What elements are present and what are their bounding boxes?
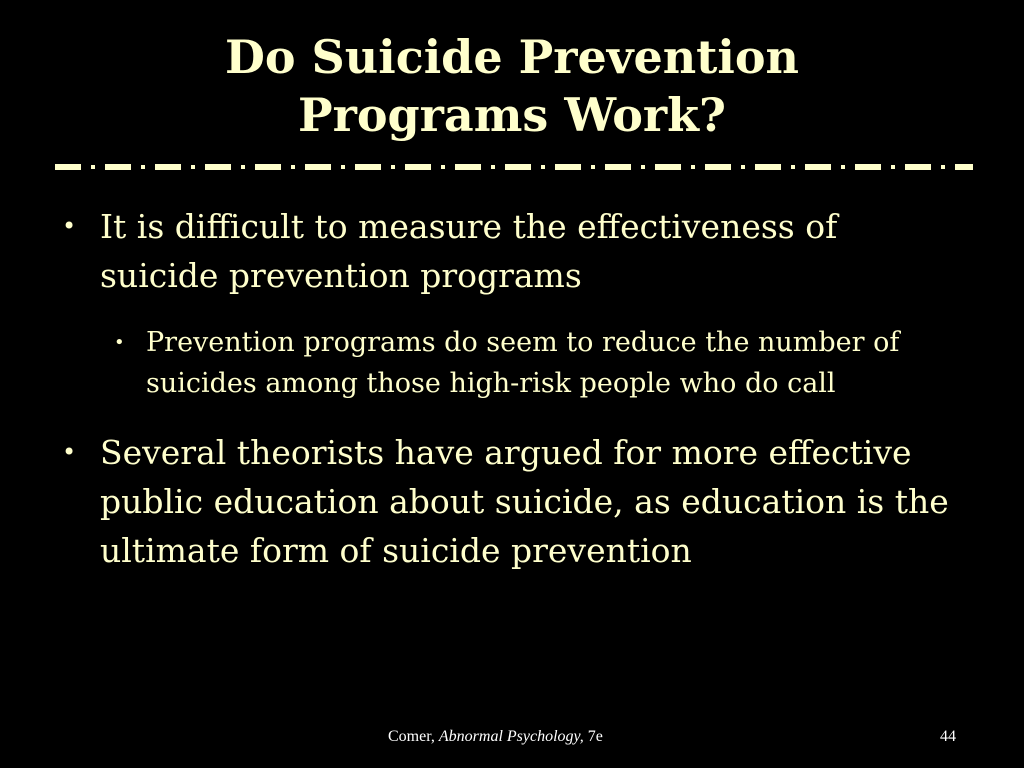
divider-dash	[805, 164, 831, 170]
divider-dot	[691, 165, 695, 169]
divider-dot	[291, 165, 295, 169]
divider-dash	[355, 164, 381, 170]
title-divider	[55, 164, 973, 170]
divider-dot	[941, 165, 945, 169]
footer-author: Comer,	[388, 728, 435, 745]
divider-dot	[841, 165, 845, 169]
divider-dash	[155, 164, 181, 170]
divider-dot	[891, 165, 895, 169]
divider-dash	[305, 164, 331, 170]
divider-dash	[705, 164, 731, 170]
divider-dot	[541, 165, 545, 169]
bullet-item	[60, 202, 960, 300]
bullet-text: Several theorists have argued for more effective public education about suicide, as education is the ultimate form of suicide prevention	[100, 433, 949, 570]
slide-title	[0, 28, 1024, 144]
slide-body	[60, 202, 960, 575]
divider-dash	[205, 164, 231, 170]
divider-dash	[855, 164, 881, 170]
divider-dot	[741, 165, 745, 169]
bullet-dot-icon: •	[62, 438, 77, 466]
divider-dash	[455, 164, 481, 170]
bullet-text: It is difficult to measure the effectiveness of suicide prevention programs	[100, 207, 838, 295]
bullet-dot-icon: •	[62, 212, 77, 240]
divider-dot	[341, 165, 345, 169]
divider-dash	[605, 164, 631, 170]
divider-dash	[555, 164, 581, 170]
divider-dash	[105, 164, 131, 170]
divider-dot	[641, 165, 645, 169]
divider-dash	[255, 164, 281, 170]
divider-dash	[955, 164, 973, 170]
divider-dash	[655, 164, 681, 170]
footer-citation	[388, 728, 603, 746]
divider-dot	[91, 165, 95, 169]
bullet-item	[60, 428, 960, 575]
sub-bullet-dot-icon: •	[114, 332, 125, 353]
divider-dash	[905, 164, 931, 170]
divider-dot	[791, 165, 795, 169]
divider-dot	[441, 165, 445, 169]
divider-dot	[241, 165, 245, 169]
divider-dot	[191, 165, 195, 169]
slide-title-line-1: Do Suicide Prevention	[224, 30, 800, 84]
slide-title-line-2: Programs Work?	[298, 88, 726, 142]
footer-book-title: Abnormal Psychology,	[438, 728, 584, 745]
divider-dot	[591, 165, 595, 169]
divider-dash	[405, 164, 431, 170]
divider-dot	[141, 165, 145, 169]
footer-edition: 7e	[587, 728, 603, 745]
sub-bullet-text: Prevention programs do seem to reduce the number of suicides among those high-risk people who do call	[146, 327, 900, 399]
page-number: 44	[940, 728, 956, 745]
divider-dash	[755, 164, 781, 170]
divider-dash	[505, 164, 531, 170]
sub-bullet-item	[114, 322, 960, 404]
divider-dash	[55, 164, 81, 170]
divider-dot	[491, 165, 495, 169]
divider-dot	[391, 165, 395, 169]
